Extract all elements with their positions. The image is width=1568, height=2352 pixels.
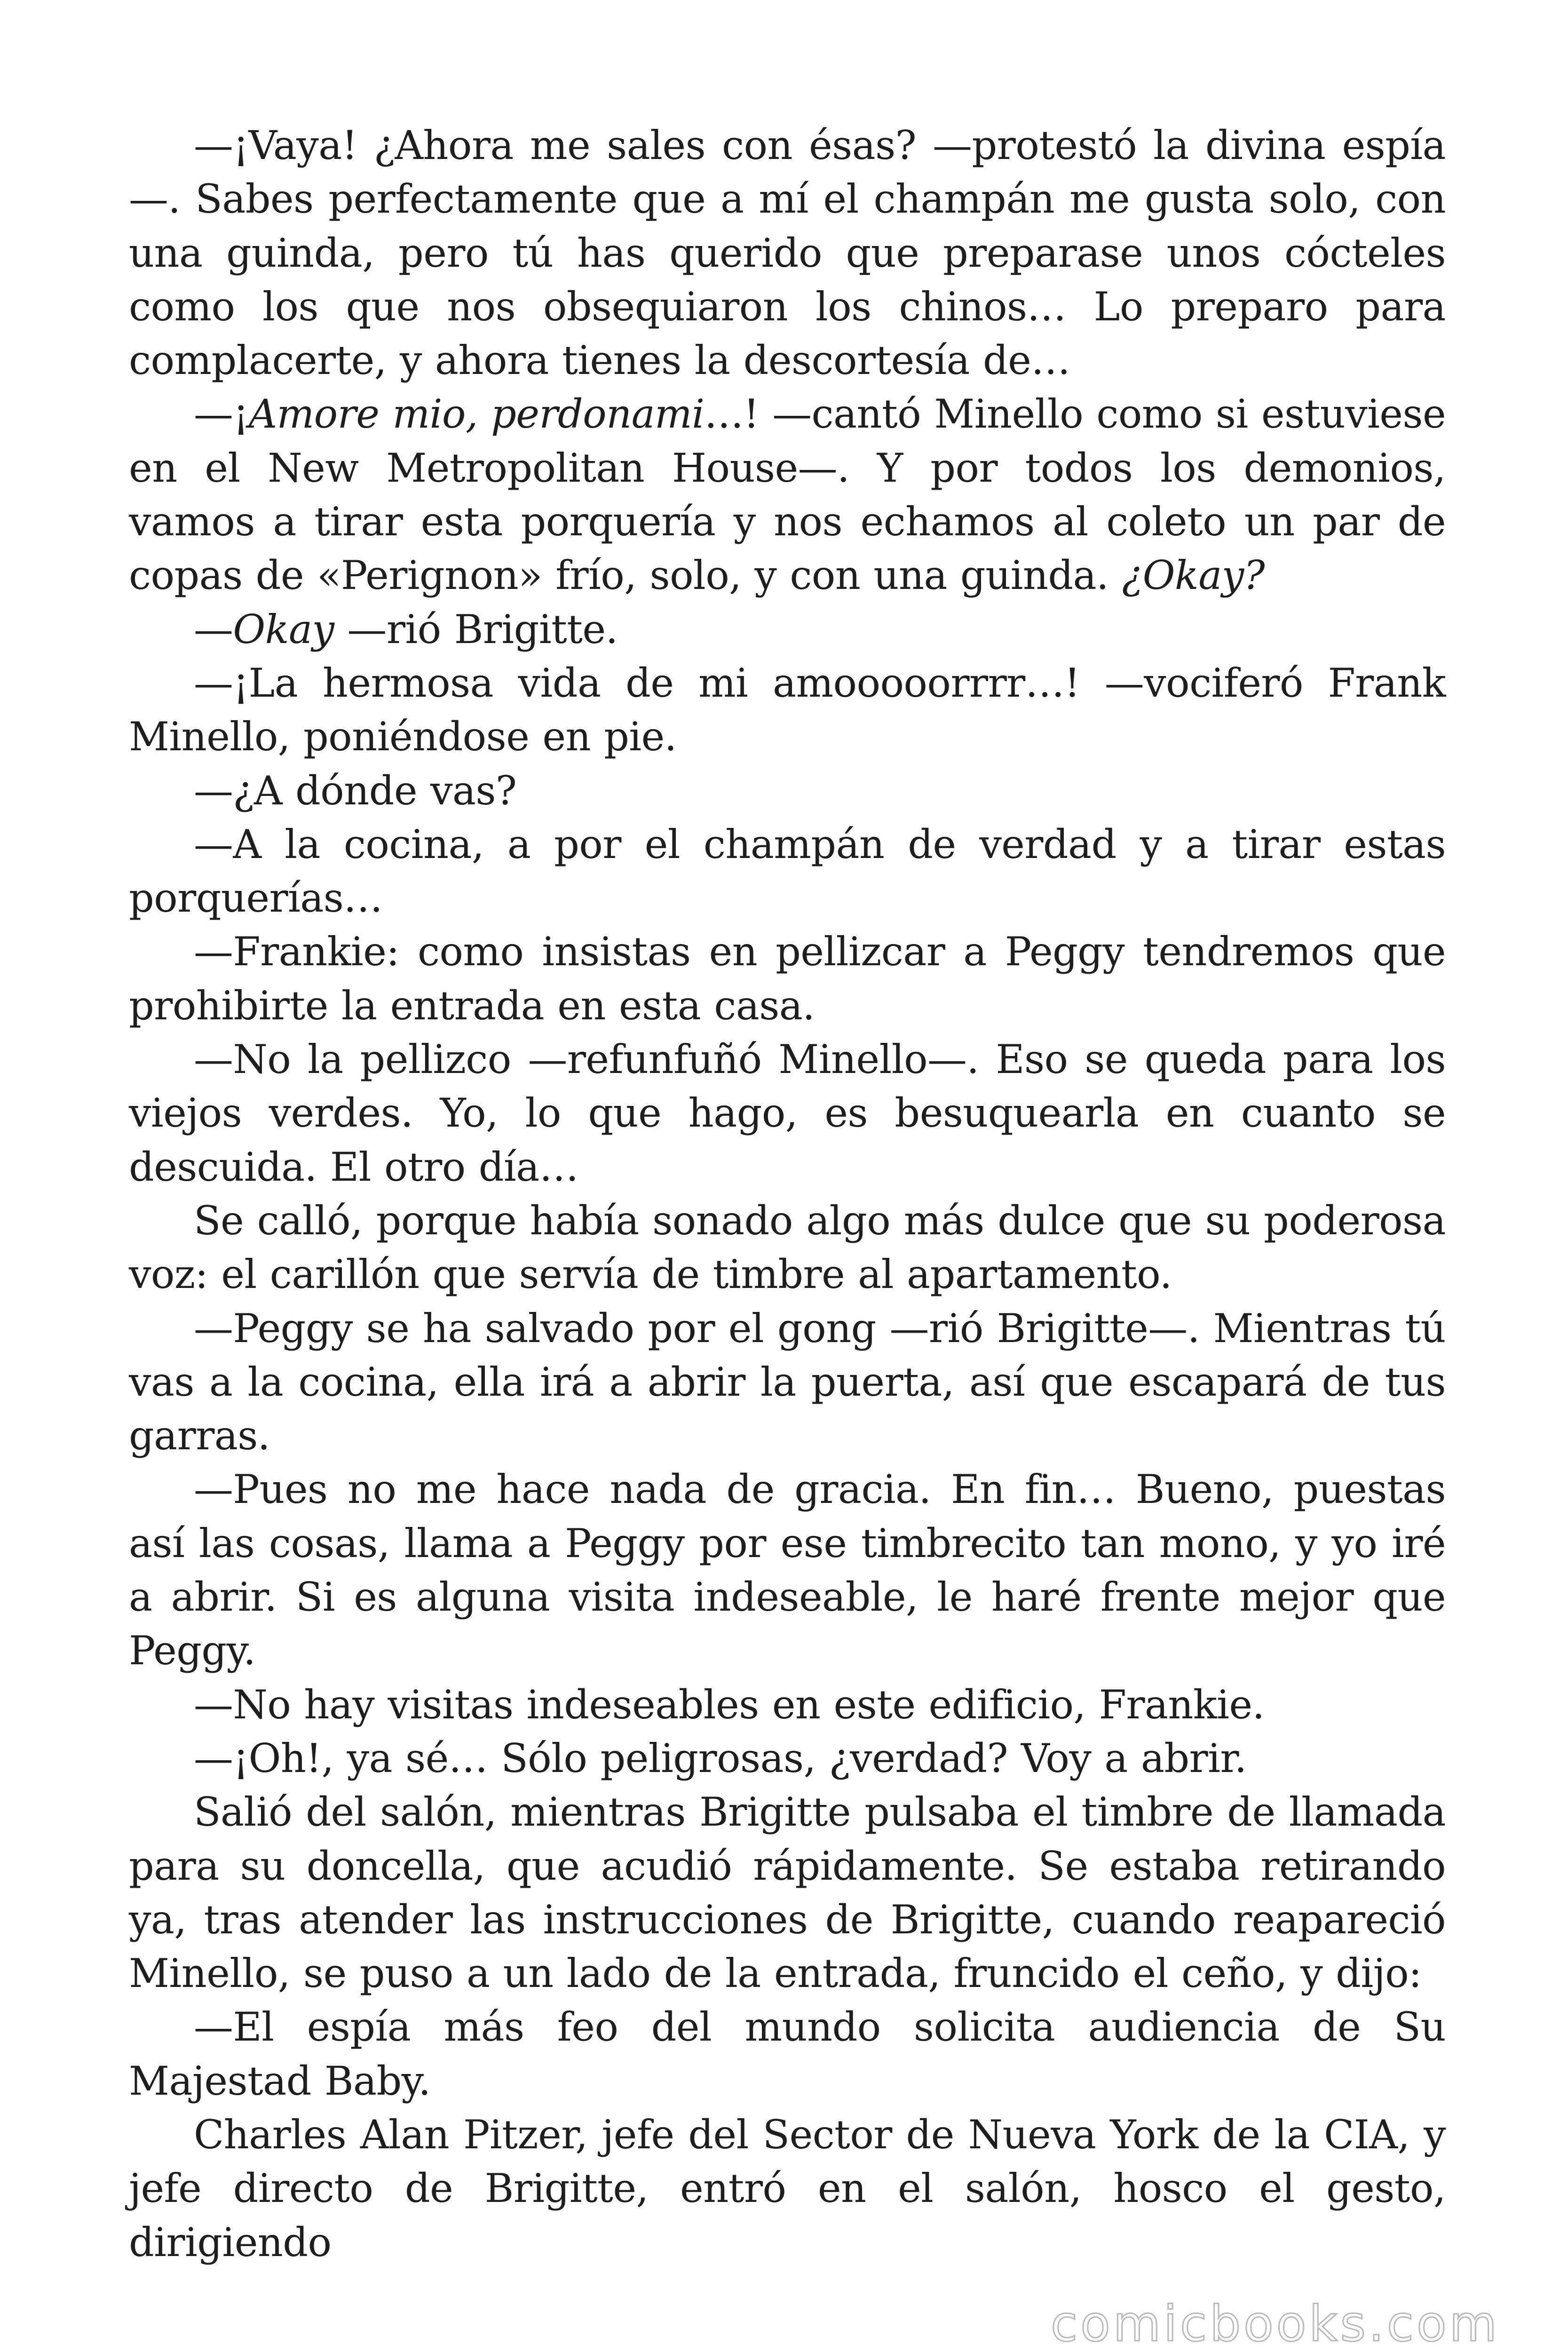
paragraph — [129, 387, 1446, 602]
paragraph — [129, 2108, 1446, 2269]
text-run: —¡Oh!, ya sé… Sólo peligrosas, ¿verdad? Voy a abrir. — [194, 1735, 1247, 1781]
paragraph — [129, 119, 1446, 387]
text-run: —¡Vaya! ¿Ahora me sales con ésas? —protestó la divina espía—. Sabes perfectamente que a mí el champán me gusta solo, con una guinda, pero tú has querido que preparase unos cócteles como los que nos obsequiaron los chinos… Lo preparo para complacerte, y ahora tienes la descortesía de… — [129, 122, 1446, 384]
text-run: —No la pellizco —refunfuñó Minello—. Eso se queda para los viejos verdes. Yo, lo que hago, es besuquearla en cuanto se descuida. El otro día… — [129, 1036, 1446, 1190]
paragraph — [129, 1194, 1446, 1302]
paragraph — [129, 1033, 1446, 1194]
text-run: —Pues no me hace nada de gracia. En fin… Bueno, puestas así las cosas, llama a Peggy por ese timbrecito tan mono, y yo iré a abrir. Si es alguna visita indeseable, le haré frente mejor que Peggy. — [129, 1466, 1446, 1674]
paragraph — [129, 925, 1446, 1033]
text-run: …! —cantó Minello como si estuviese en el New Metropolitan House—. Y por todos los demonios, vamos a tirar esta porquería y nos echamos al coleto un par de copas de «Perignon» frío, solo, y con una guinda. — [129, 391, 1446, 599]
paragraph — [129, 603, 1446, 656]
text-run: —A la cocina, a por el champán de verdad y a tirar estas porquerías… — [129, 821, 1446, 922]
text-run: —rió Brigitte. — [334, 606, 618, 652]
paragraph — [129, 656, 1446, 764]
book-page-text — [129, 119, 1446, 2269]
text-run: —¿A dónde vas? — [194, 767, 517, 814]
italic-run: Amore mio, perdonami — [248, 391, 705, 437]
text-run: —El espía más feo del mundo solicita audiencia de Su Majestad Baby. — [129, 2004, 1446, 2104]
paragraph — [129, 818, 1446, 925]
paragraph — [129, 764, 1446, 818]
paragraph — [129, 1785, 1446, 2000]
text-run: — — [194, 606, 233, 652]
text-run: —¡ — [194, 391, 249, 437]
italic-run: Okay — [233, 606, 334, 652]
paragraph — [129, 1678, 1446, 1732]
text-run: —¡La hermosa vida de mi amooooorrrr…! —vociferó Frank Minello, poniéndose en pie. — [129, 660, 1446, 760]
text-run: —Frankie: como insistas en pellizcar a Peggy tendremos que prohibirte la entrada en esta casa. — [129, 929, 1446, 1029]
paragraph — [129, 1462, 1446, 1677]
paragraph — [129, 1302, 1446, 1463]
text-run: Charles Alan Pitzer, jefe del Sector de Nueva York de la CIA, y jefe directo de Brigitte, entró en el salón, hosco el gesto, dirigiendo — [129, 2111, 1446, 2265]
paragraph — [129, 2000, 1446, 2108]
text-run: Salió del salón, mientras Brigitte pulsaba el timbre de llamada para su doncella, que acudió rápidamente. Se estaba retirando ya, tras atender las instrucciones de Brigitte, cuando reapareció Minello, se puso a un lado de la entrada, fruncido el ceño, y dijo: — [129, 1789, 1446, 1997]
italic-run: ¿Okay? — [1122, 552, 1265, 599]
text-run: Se calló, porque había sonado algo más dulce que su poderosa voz: el carillón que servía de timbre al apartamento. — [129, 1197, 1446, 1298]
text-run: —Peggy se ha salvado por el gong —rió Brigitte—. Mientras tú vas a la cocina, ella irá a abrir la puerta, así que escapará de tus garras. — [129, 1305, 1446, 1459]
paragraph — [129, 1732, 1446, 1785]
text-run: —No hay visitas indeseables en este edificio, Frankie. — [194, 1681, 1265, 1728]
watermark: comicbooks.com — [1050, 2295, 1500, 2352]
